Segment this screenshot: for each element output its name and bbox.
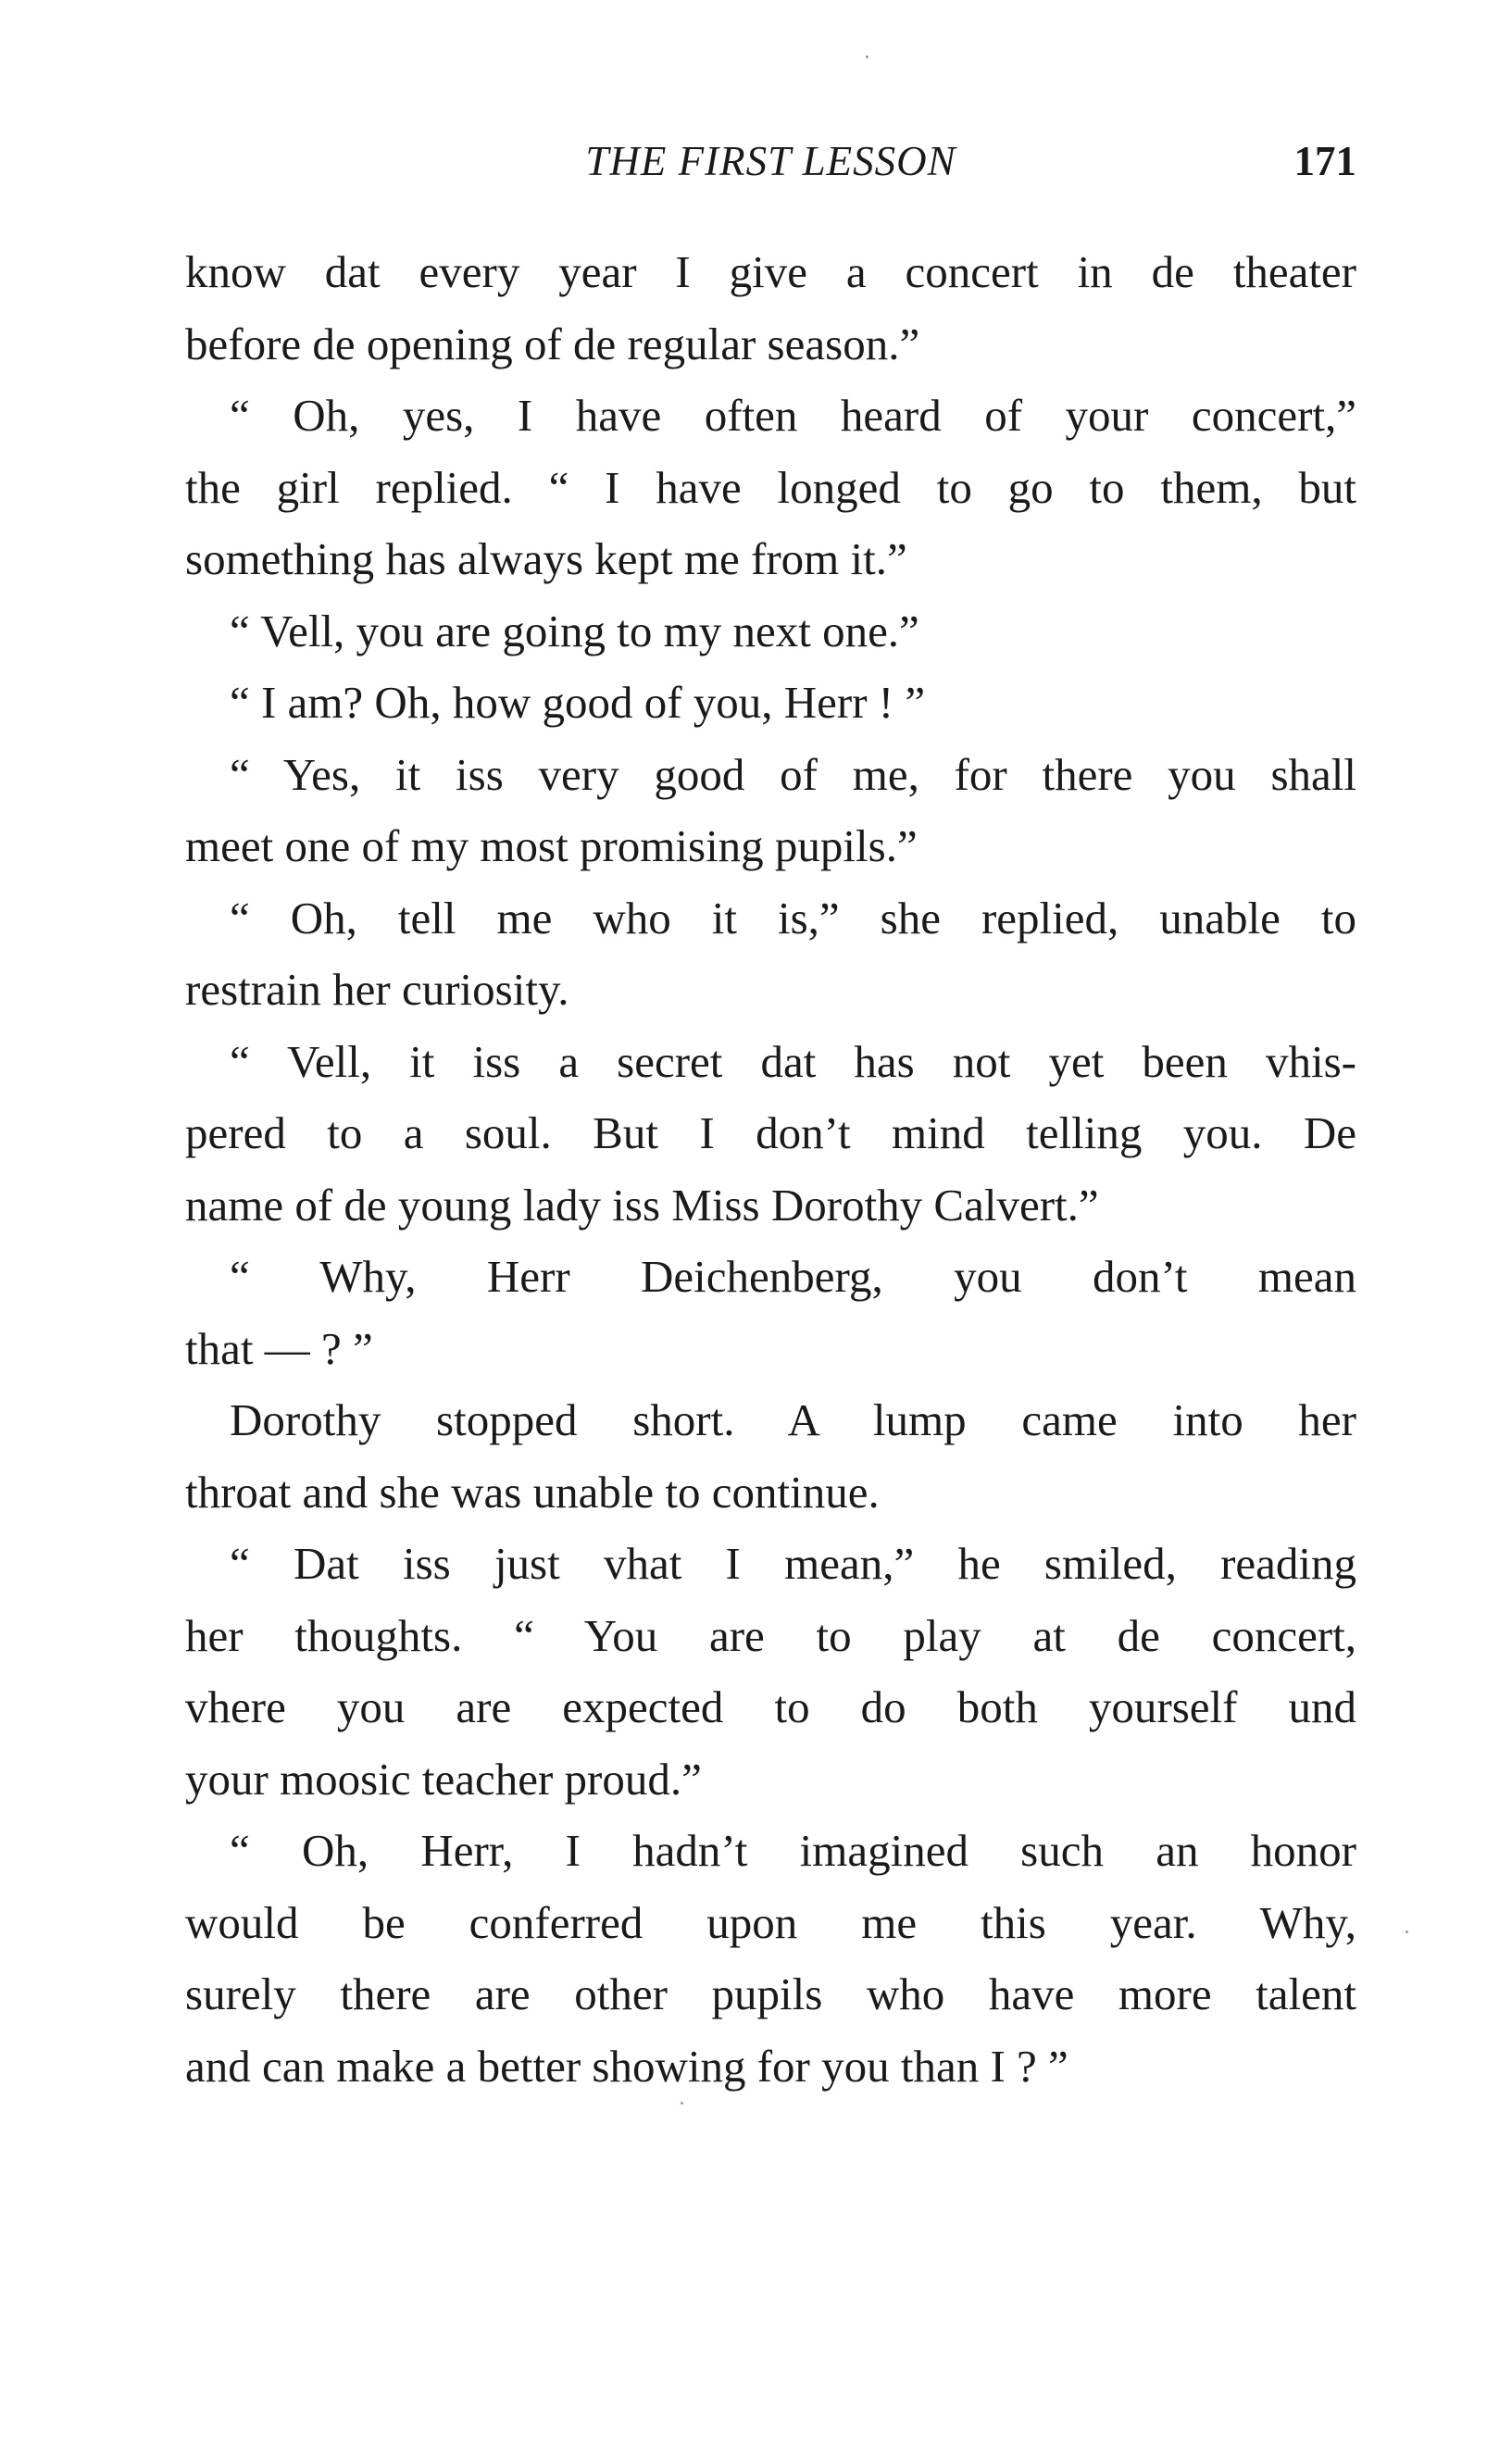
text-line: “ Oh, tell me who it is,” she replied, unable to bbox=[230, 892, 1356, 943]
text-line: the girl replied. “ I have longed to go to them, but bbox=[185, 461, 1356, 513]
text-line: vhere you are expected to do both yourself und bbox=[185, 1681, 1356, 1732]
text-line: surely there are other pupils who have more talent bbox=[185, 1968, 1356, 2019]
text-line: something has always kept me from it.” bbox=[185, 533, 907, 584]
text-line: “ Oh, Herr, I hadn’t imagined such an honor bbox=[230, 1825, 1356, 1876]
text-line: meet one of my most promising pupils.” bbox=[185, 820, 918, 871]
text-line: “ Vell, you are going to my next one.” bbox=[230, 605, 919, 656]
paper-speck bbox=[1406, 1930, 1408, 1933]
text-line: would be conferred upon me this year. Why, bbox=[185, 1896, 1356, 1948]
text-line: “ Why, Herr Deichenberg, you don’t mean bbox=[230, 1251, 1356, 1302]
text-line: “ Oh, yes, I have often heard of your concert,” bbox=[230, 390, 1356, 441]
text-line: and can make a better showing for you than I ? ” bbox=[185, 2040, 1068, 2092]
running-title: THE FIRST LESSON bbox=[585, 138, 956, 184]
text-line: restrain her curiosity. bbox=[185, 964, 569, 1015]
text-line: know dat every year I give a concert in de theater bbox=[185, 246, 1356, 297]
text-line: “ I am? Oh, how good of you, Herr ! ” bbox=[230, 677, 926, 728]
running-head bbox=[185, 137, 1356, 193]
text-line: name of de young lady iss Miss Dorothy Calvert.” bbox=[185, 1179, 1099, 1231]
body-text bbox=[185, 236, 1356, 2102]
text-line: your moosic teacher proud.” bbox=[185, 1753, 702, 1805]
text-line: “ Dat iss just vhat I mean,” he smiled, reading bbox=[230, 1538, 1356, 1589]
text-line: “ Yes, it iss very good of me, for there you shall bbox=[230, 748, 1356, 800]
paper-speck bbox=[681, 2102, 683, 2105]
text-line: Dorothy stopped short. A lump came into her bbox=[230, 1394, 1356, 1445]
text-line: her thoughts. “ You are to play at de concert, bbox=[185, 1609, 1356, 1661]
text-line: that — ? ” bbox=[185, 1322, 373, 1374]
page-number: 171 bbox=[1293, 138, 1356, 184]
text-line: throat and she was unable to continue. bbox=[185, 1466, 880, 1518]
paper-speck bbox=[866, 56, 868, 58]
text-line: before de opening of de regular season.” bbox=[185, 318, 920, 369]
text-line: “ Vell, it iss a secret dat has not yet been vhis- bbox=[230, 1035, 1356, 1087]
text-line: pered to a soul. But I don’t mind telling you. De bbox=[185, 1107, 1356, 1158]
